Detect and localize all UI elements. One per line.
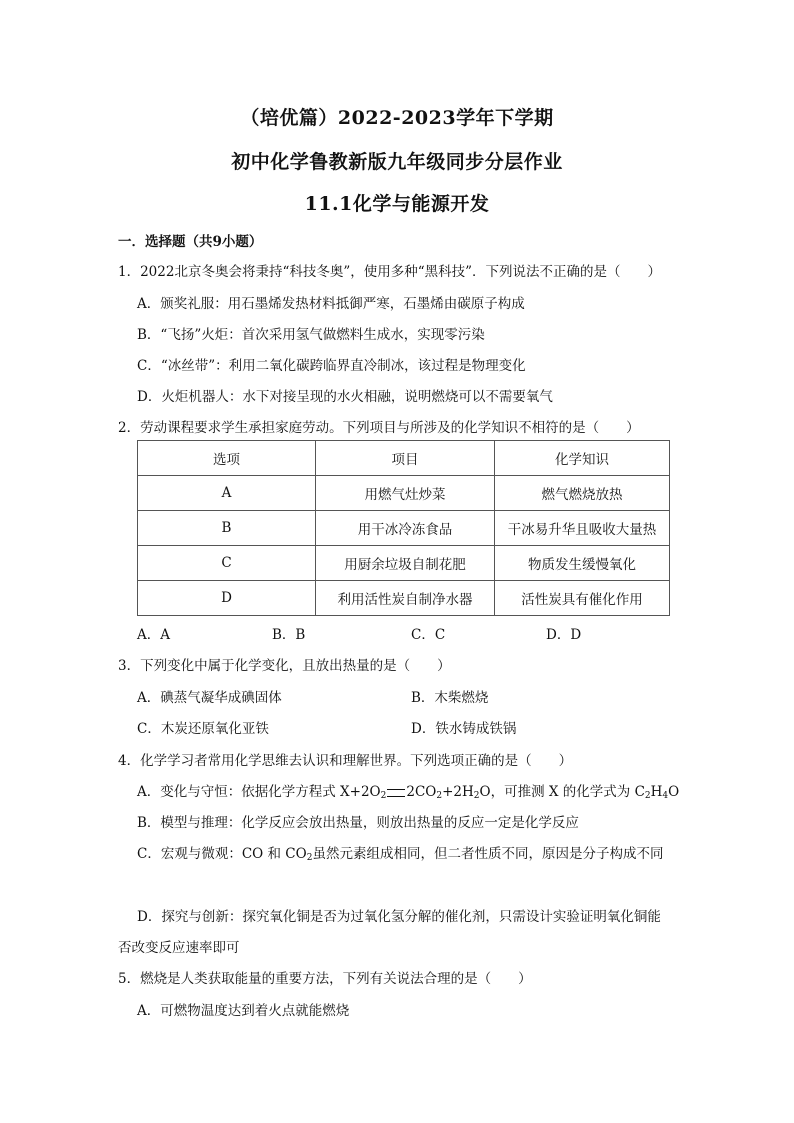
table-row bbox=[138, 581, 670, 616]
doc-title-line1: （培优篇）2022-2023学年下学期 bbox=[240, 107, 554, 129]
table-header-cell: 化学知识 bbox=[495, 441, 670, 476]
question-4-option-a: A．变化与守恒：依据化学方程式 $X+2O_2$ $2CO_2+2H_2O$，可推测 X 的化学式为 $C_2H_4O$ bbox=[137, 784, 680, 801]
reaction-equals-sign bbox=[387, 789, 405, 797]
question-2-table bbox=[137, 440, 670, 616]
question-4-option-c: C．宏观与微观：CO 和 $CO_2$虽然元素组成相同，但二者性质不同，原因是分子构成不同 bbox=[137, 846, 664, 863]
question-3-stem: 3．下列变化中属于化学变化，且放出热量的是（ ） bbox=[118, 658, 451, 674]
question-2-stem: 2．劳动课程要求学生承担家庭劳动。下列项目与所涉及的化学知识不相符的是（ ） bbox=[118, 420, 640, 436]
table-header-cell: 选项 bbox=[138, 441, 316, 476]
question-4-option-b: B．模型与推理：化学反应会放出热量，则放出热量的反应一定是化学反应 bbox=[137, 815, 579, 831]
question-1-option-a: A．颁奖礼服：用石墨烯发热材料抵御严寒，石墨烯由碳原子构成 bbox=[137, 296, 525, 312]
question-3-option-d: D．铁水铸成铁锅 bbox=[411, 721, 517, 737]
table-header-row bbox=[138, 441, 670, 476]
doc-title-line3: 11.1化学与能源开发 bbox=[304, 193, 490, 215]
table-cell: 用干冰冷冻食品 bbox=[316, 511, 495, 546]
table-cell: 利用活性炭自制净水器 bbox=[316, 581, 495, 616]
table-cell: D bbox=[138, 581, 316, 616]
question-5-option-a: A．可燃物温度达到着火点就能燃烧 bbox=[137, 1003, 350, 1019]
question-2-option-c: C．C bbox=[411, 627, 446, 643]
table-row bbox=[138, 476, 670, 511]
table-cell: 物质发生缓慢氧化 bbox=[495, 546, 670, 581]
table-row bbox=[138, 546, 670, 581]
table-cell: B bbox=[138, 511, 316, 546]
table-header-cell: 项目 bbox=[316, 441, 495, 476]
question-3-option-a: A．碘蒸气凝华成碘固体 bbox=[137, 690, 282, 706]
question-2-option-a: A．A bbox=[137, 627, 170, 643]
question-3-option-c: C．木炭还原氧化亚铁 bbox=[137, 721, 269, 737]
table-cell: C bbox=[138, 546, 316, 581]
table-cell: 用厨余垃圾自制花肥 bbox=[316, 546, 495, 581]
question-4-option-d-line1: D．探究与创新：探究氧化铜是否为过氧化氢分解的催化剂，只需设计实验证明氧化铜能 bbox=[137, 909, 661, 925]
question-3-option-b: B．木柴燃烧 bbox=[411, 690, 489, 706]
question-4-option-d-line2: 否改变反应速率即可 bbox=[118, 940, 240, 956]
question-2-option-b: B．B bbox=[272, 627, 306, 643]
table-row bbox=[138, 511, 670, 546]
question-1-option-d: D．火炬机器人：水下对接呈现的水火相融，说明燃烧可以不需要氧气 bbox=[137, 389, 553, 405]
doc-title-line2: 初中化学鲁教新版九年级同步分层作业 bbox=[231, 151, 563, 173]
question-1-stem: 1．2022北京冬奥会将秉持“科技冬奥”，使用多种“黑科技”．下列说法不正确的是（ ） bbox=[118, 264, 662, 280]
question-5-stem: 5．燃烧是人类获取能量的重要方法，下列有关说法合理的是（ ） bbox=[118, 971, 532, 987]
table-cell: 活性炭具有催化作用 bbox=[495, 581, 670, 616]
question-4-stem: 4．化学学习者常用化学思维去认识和理解世界。下列选项正确的是（ ） bbox=[118, 753, 573, 769]
question-1-option-c: C．“冰丝带”：利用二氧化碳跨临界直冷制冰，该过程是物理变化 bbox=[137, 358, 526, 374]
question-2-option-d: D．D bbox=[546, 627, 582, 643]
section-heading: 一．选择题（共9小题） bbox=[118, 234, 263, 250]
question-1-option-b: B．“飞扬”火炬：首次采用氢气做燃料生成水，实现零污染 bbox=[137, 327, 485, 343]
table-cell: 用燃气灶炒菜 bbox=[316, 476, 495, 511]
table-cell: A bbox=[138, 476, 316, 511]
table-cell: 干冰易升华且吸收大量热 bbox=[495, 511, 670, 546]
table-cell: 燃气燃烧放热 bbox=[495, 476, 670, 511]
